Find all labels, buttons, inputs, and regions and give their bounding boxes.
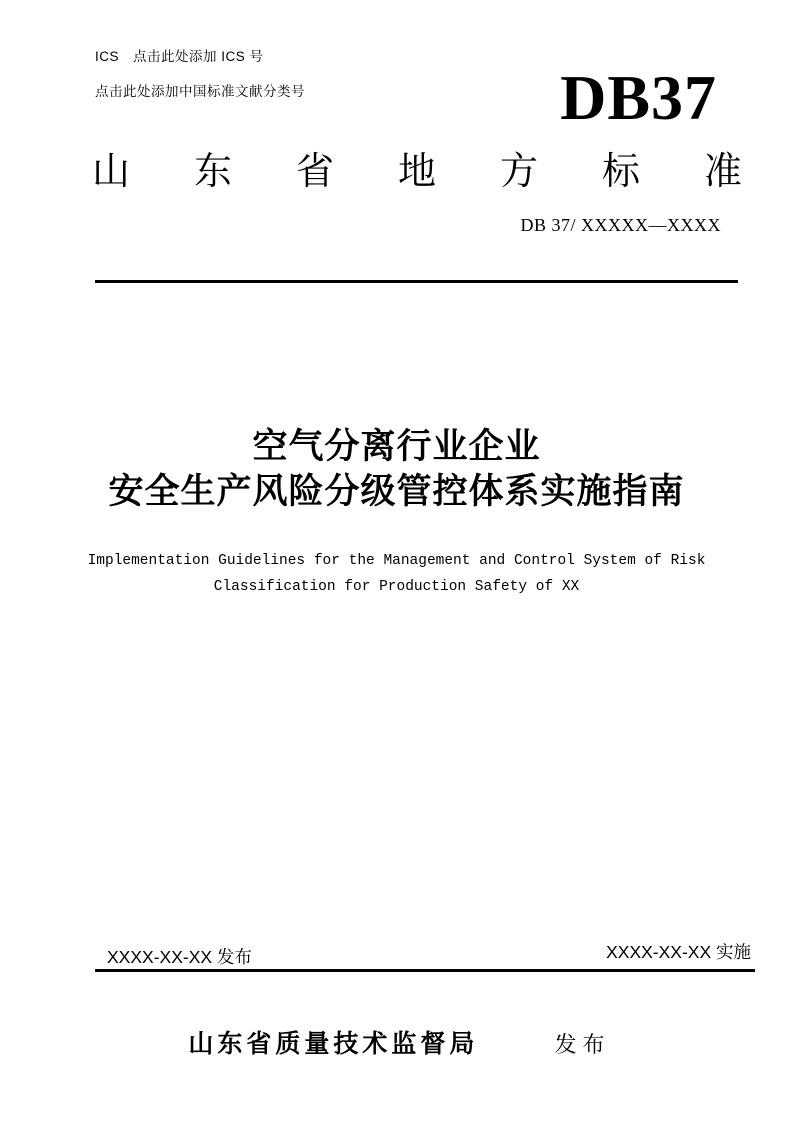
footer-divider-rule [95, 969, 755, 972]
english-subtitle-line-2: Classification for Production Safety of XX [213, 579, 580, 595]
document-title [0, 424, 793, 514]
issue-date-label: XXXX-XX-XX 发布 [107, 947, 252, 967]
document-title-line-1: 空气分离行业企业 [252, 427, 541, 466]
publisher-row [0, 1024, 793, 1060]
document-title-line-2: 安全生产风险分级管控体系实施指南 [108, 472, 685, 511]
db37-logo: DB37 [560, 62, 717, 133]
classification-number-placeholder: 点击此处添加中国标准文献分类号 [95, 84, 305, 99]
publisher-name: 山东省质量技术监督局 [188, 1030, 479, 1058]
release-label: 发 布 [554, 1032, 605, 1057]
ics-number-placeholder: ICS 点击此处添加 ICS 号 [95, 49, 264, 64]
english-subtitle [0, 548, 793, 600]
standard-type-title: 山东省地方标准 [92, 151, 742, 193]
english-subtitle-line-1: Implementation Guidelines for the Management and Control System of Risk [87, 553, 706, 569]
implementation-date-label: XXXX-XX-XX 实施 [606, 942, 751, 962]
header-divider-rule [95, 280, 738, 283]
standard-number: DB 37/ XXXXX—XXXX [520, 215, 721, 235]
